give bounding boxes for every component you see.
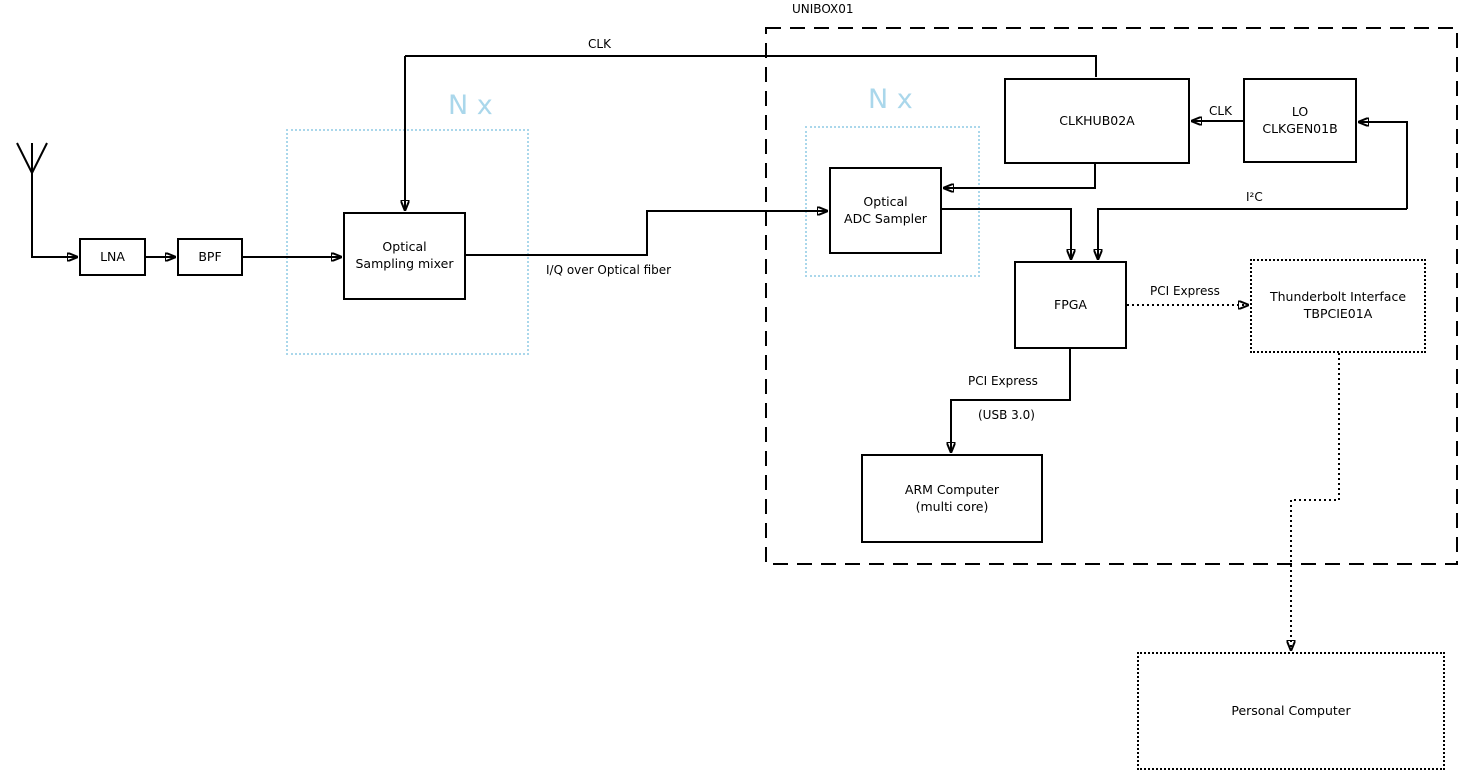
left-multiplier-label: N x bbox=[448, 90, 493, 121]
thunderbolt-label-line1: Thunderbolt Interface bbox=[1269, 289, 1407, 305]
iq-fiber-label: I/Q over Optical fiber bbox=[546, 263, 672, 277]
antenna-to-lna-line bbox=[32, 143, 77, 257]
i2c-to-lo-line bbox=[1359, 122, 1407, 209]
pc-label: Personal Computer bbox=[1231, 702, 1351, 718]
usb-label: (USB 3.0) bbox=[978, 408, 1035, 422]
arm-label-line2: (multi core) bbox=[915, 498, 989, 514]
clk-bus-line bbox=[405, 56, 1096, 77]
unibox01-label: UNIBOX01 bbox=[792, 2, 854, 16]
clk-lo-hub-label: CLK bbox=[1209, 104, 1232, 118]
adc-label-line1: Optical bbox=[863, 193, 908, 209]
lo-label-line1: LO bbox=[1291, 103, 1309, 119]
arm-label-line1: ARM Computer bbox=[904, 481, 1000, 497]
i2c-label: I²C bbox=[1246, 190, 1263, 204]
clk-top-label: CLK bbox=[588, 37, 611, 51]
mixer-label-line1: Optical bbox=[382, 239, 427, 255]
fpga-block bbox=[1014, 261, 1127, 349]
lna-block bbox=[79, 238, 146, 276]
antenna-icon bbox=[17, 143, 47, 173]
pci-express-arm-label: PCI Express bbox=[968, 374, 1038, 388]
bpf-label: BPF bbox=[198, 248, 222, 264]
personal-computer-block bbox=[1137, 652, 1445, 770]
optical-adc-sampler-block bbox=[829, 167, 942, 254]
pci-express-tb-label: PCI Express bbox=[1150, 284, 1220, 298]
thunderbolt-label-line2: TBPCIE01A bbox=[1303, 306, 1373, 321]
arm-computer-block bbox=[861, 454, 1043, 543]
lna-label: LNA bbox=[100, 248, 125, 264]
optical-sampling-mixer-block bbox=[343, 212, 466, 300]
thunderbolt-to-pc-line bbox=[1291, 353, 1339, 650]
bpf-block bbox=[177, 238, 243, 276]
thunderbolt-interface-block bbox=[1250, 259, 1426, 353]
lo-clkgen01b-block bbox=[1243, 78, 1357, 163]
clkhub02a-label: CLKHUB02A bbox=[1059, 112, 1135, 128]
adc-label-line2: ADC Sampler bbox=[844, 210, 927, 226]
clkhub02a-block bbox=[1004, 78, 1190, 164]
mixer-label-line2: Sampling mixer bbox=[355, 256, 454, 271]
i2c-to-fpga-line bbox=[1098, 209, 1407, 259]
fpga-to-arm-line bbox=[951, 349, 1070, 452]
right-multiplier-label: N x bbox=[868, 84, 913, 115]
fpga-label: FPGA bbox=[1054, 296, 1087, 312]
lo-label-line2: CLKGEN01B bbox=[1262, 120, 1338, 136]
